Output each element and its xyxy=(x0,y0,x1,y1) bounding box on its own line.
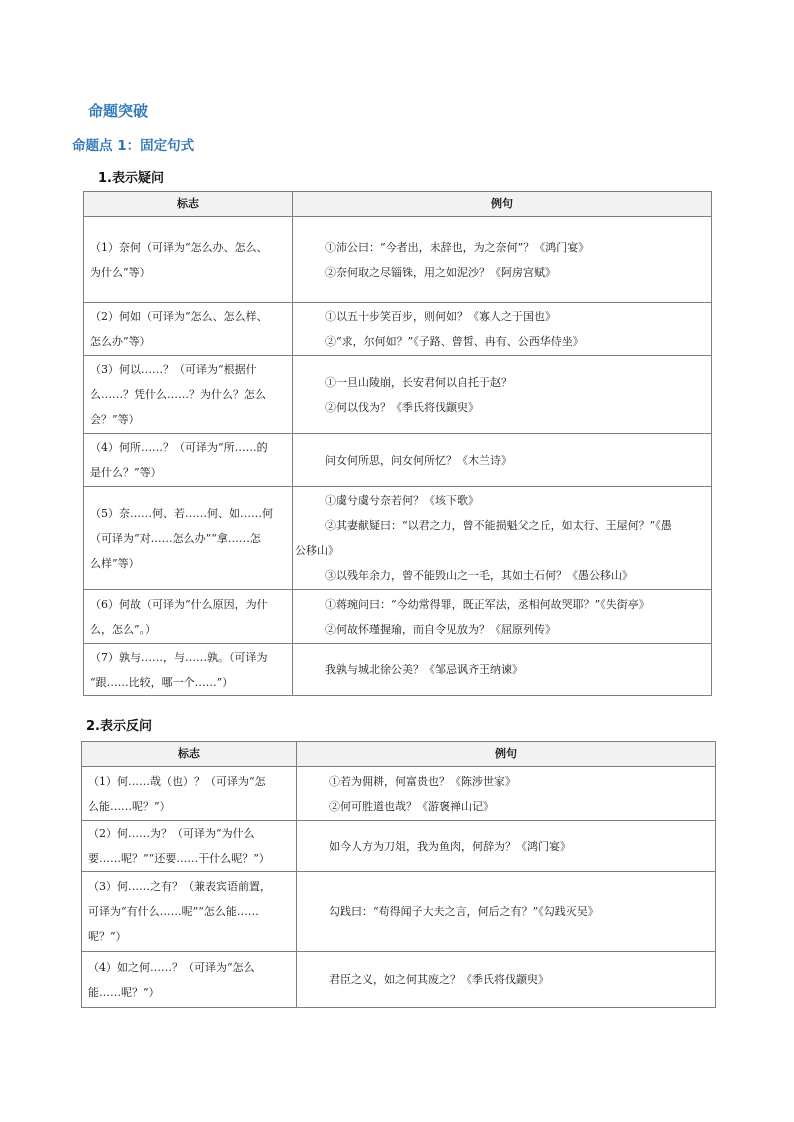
marker-cell xyxy=(84,590,293,644)
example-text: ②“求，尔何如？”《子路、曾皙、冉有、公西华侍坐》 xyxy=(325,335,584,348)
table-row xyxy=(84,590,712,644)
rhetorical-table xyxy=(81,741,716,1008)
example-cell xyxy=(293,217,712,303)
marker-text: （2）何如（可译为“怎么、怎么样、 xyxy=(90,310,268,323)
table-row xyxy=(82,952,716,1008)
marker-text: （7）孰与……，与……孰。（可译为 xyxy=(90,650,268,664)
example-text: ①若为佣耕，何富贵也？《陈涉世家》 xyxy=(329,774,516,788)
example-cell xyxy=(297,952,716,1008)
marker-text: 可译为“有什么……呢”“怎么能…… xyxy=(88,905,259,918)
example-cell xyxy=(293,434,712,487)
marker-text: 么，怎么”。） xyxy=(90,622,157,636)
table-row xyxy=(82,767,716,821)
example-cell xyxy=(297,821,716,872)
example-text: 勾践曰：“苟得闻子大夫之言，何后之有？”《勾践灭吴》 xyxy=(329,905,599,918)
marker-text: （2）何……为？（可译为“为什么 xyxy=(88,827,255,840)
example-text: ①蒋琬问曰：“今幼常得罪，既正军法，丞相何故哭耶？”《失街亭》 xyxy=(325,597,650,611)
marker-text: 能……呢？”） xyxy=(88,985,160,999)
header-label: 标志 xyxy=(84,192,293,217)
table-header-row xyxy=(84,192,712,217)
marker-text: （5）奈……何、若……何、如……何 xyxy=(90,506,273,520)
header-label: 标志 xyxy=(82,742,297,767)
table-row xyxy=(84,356,712,434)
example-text: ②何故怀瑾握瑜，而自令见放为？《屈原列传》 xyxy=(325,622,556,636)
marker-text: 为什么”等） xyxy=(90,265,151,279)
marker-text: 么……？凭什么……？为什么？怎么 xyxy=(90,388,266,401)
marker-cell xyxy=(82,821,297,872)
example-cell xyxy=(293,590,712,644)
example-text: ①虞兮虞兮奈若何？《垓下歌》 xyxy=(325,494,479,507)
page-title: 命题突破 xyxy=(88,102,149,120)
marker-text: 会？”等） xyxy=(90,413,140,426)
example-text: ③以残年余力，曾不能毁山之一毛，其如土石何？《愚公移山》 xyxy=(325,569,633,582)
marker-cell xyxy=(82,767,297,821)
marker-text: 呢？”） xyxy=(88,930,127,943)
example-text: 公移山》 xyxy=(295,544,339,557)
header-example: 例句 xyxy=(297,742,716,767)
example-text: ②其妻献疑曰：“以君之力，曾不能损魁父之丘，如太行、王屋何？”《愚 xyxy=(325,519,672,532)
section1-title: 1.表示疑问 xyxy=(98,171,164,186)
marker-text: 么样”等） xyxy=(90,556,140,570)
marker-text: 么能……呢？”） xyxy=(88,799,171,813)
header-example: 例句 xyxy=(293,192,712,217)
table-header-row xyxy=(82,742,716,767)
table-row xyxy=(84,434,712,487)
example-cell xyxy=(293,356,712,434)
example-text: 我孰与城北徐公美？《邹忌讽齐王纳谏》 xyxy=(325,663,523,676)
marker-text: （6）何故（可译为“什么原因，为什 xyxy=(90,597,268,611)
example-text: 问女何所思，问女何所忆？《木兰诗》 xyxy=(325,453,512,467)
marker-text: （4）如之何……？（可译为“怎么 xyxy=(88,960,255,974)
marker-text: 怎么办”等） xyxy=(90,335,151,348)
example-cell xyxy=(297,767,716,821)
example-text: ②何以伐为？《季氏将伐颛臾》 xyxy=(325,400,479,414)
example-cell xyxy=(297,872,716,952)
marker-text: （1）何……哉（也）？（可译为“怎 xyxy=(88,774,266,788)
example-cell xyxy=(293,644,712,696)
example-cell xyxy=(293,487,712,590)
example-text: ①一旦山陵崩，长安君何以自托于赵？ xyxy=(325,375,512,389)
table-row xyxy=(82,821,716,872)
point-title: 命题点 1：固定句式 xyxy=(72,138,195,154)
marker-cell xyxy=(84,487,293,590)
table-row xyxy=(82,872,716,952)
example-text: 如今人方为刀俎，我为鱼肉，何辞为？《鸿门宴》 xyxy=(329,839,571,853)
marker-text: （4）何所……？（可译为“所……的 xyxy=(90,441,268,454)
table-row xyxy=(84,303,712,356)
example-text: ②奈何取之尽锱铢，用之如泥沙？《阿房宫赋》 xyxy=(325,265,556,279)
table-row xyxy=(84,644,712,696)
marker-text: （3）何以……？（可译为“根据什 xyxy=(90,363,257,376)
marker-cell xyxy=(84,356,293,434)
table-row xyxy=(84,217,712,303)
marker-cell xyxy=(84,303,293,356)
marker-cell xyxy=(84,217,293,303)
marker-text: “跟……比较，哪一个……”） xyxy=(90,675,234,689)
marker-cell xyxy=(82,872,297,952)
marker-cell xyxy=(84,644,293,696)
marker-cell xyxy=(82,952,297,1008)
example-text: ①沛公曰：“今者出，未辞也，为之奈何”？《鸿门宴》 xyxy=(325,240,590,254)
marker-text: （可译为“对……怎么办”“拿……怎 xyxy=(90,531,261,545)
marker-text: 要……呢？”“还要……干什么呢？”） xyxy=(88,852,270,865)
section2-title: 2.表示反问 xyxy=(86,719,152,734)
question-table xyxy=(83,191,712,696)
example-text: ①以五十步笑百步，则何如？《寡人之于国也》 xyxy=(325,310,556,323)
marker-text: （3）何……之有？（兼表宾语前置， xyxy=(88,880,271,893)
marker-text: （1）奈何（可译为“怎么办、怎么、 xyxy=(90,240,268,254)
marker-cell xyxy=(84,434,293,487)
marker-text: 是什么？”等） xyxy=(90,466,162,479)
example-text: ②何可胜道也哉？《游褒禅山记》 xyxy=(329,799,494,813)
table-row xyxy=(84,487,712,590)
example-cell xyxy=(293,303,712,356)
example-text: 君臣之义，如之何其废之？《季氏将伐颛臾》 xyxy=(329,973,549,986)
